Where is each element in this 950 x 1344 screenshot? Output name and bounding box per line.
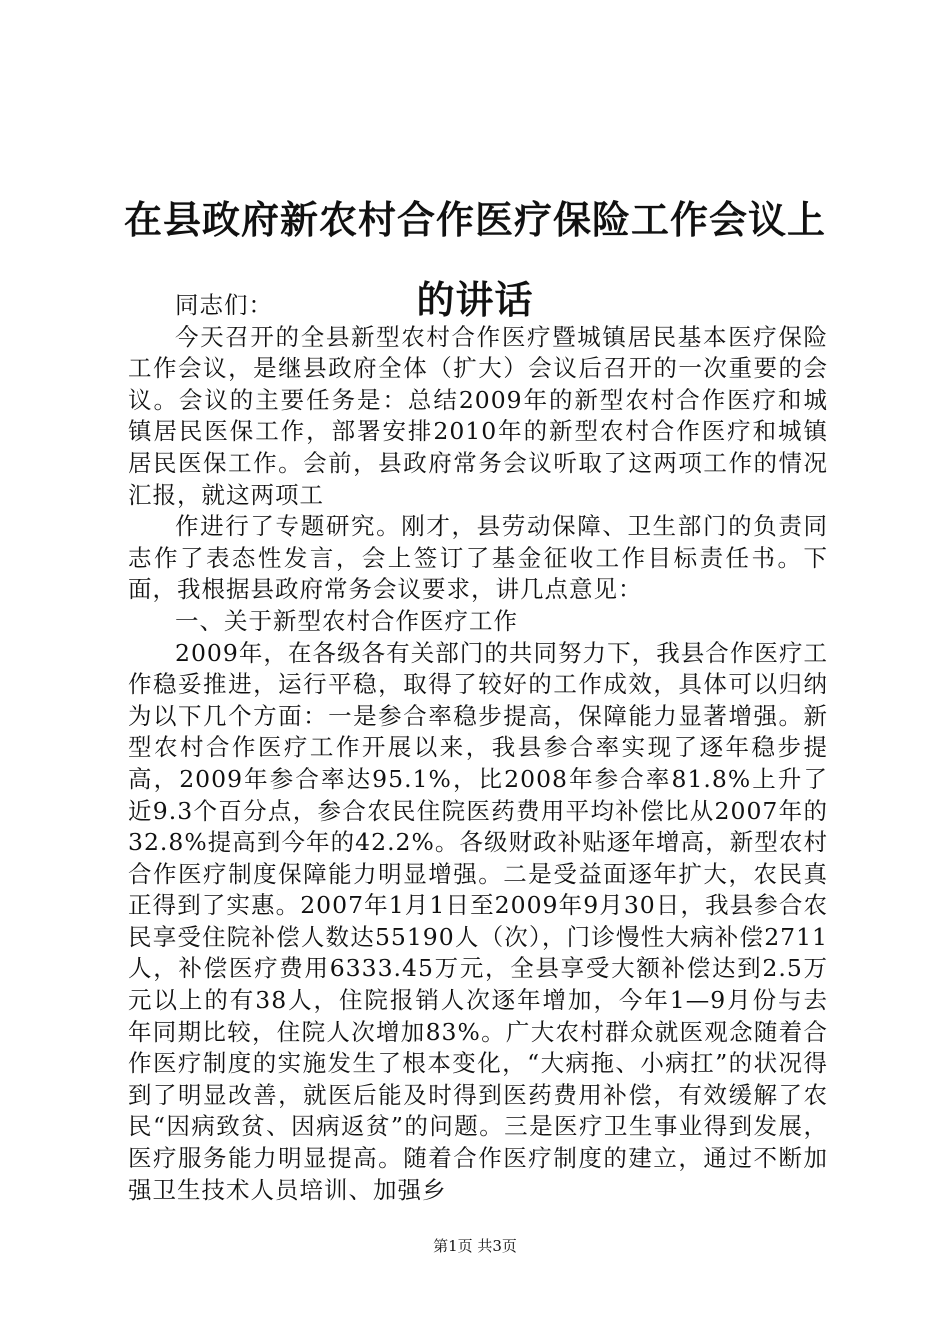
paragraph-continued: 作进行了专题研究。刚才，县劳动保障、卫生部门的负责同志作了表态性发言，会上签订了基金征收工作目标责任书。下面，我根据县政府常务会议要求，讲几点意见： [128, 512, 828, 604]
document-body [128, 290, 828, 1206]
paragraph-achievements: 2009年，在各级各有关部门的共同努力下，我县合作医疗工作稳妥推进，运行平稳，取得了较好的工作成效，具体可以归纳为以下几个方面：一是参合率稳步提高，保障能力显著增强。新型农村合作医疗工作开展以来，我县参合率实现了逐年稳步提高，2009年参合率达95.1%，比2008年参合率81.8%上升了近9.3个百分点，参合农民住院医药费用平均补偿比从2007年的32.8%提高到今年的42.2%。各级财政补贴逐年增高，新型农村合作医疗制度保障能力明显增强。二是受益面逐年扩大，农民真正得到了实惠。2007年1月1日至2009年9月30日，我县参合农民享受住院补偿人数达55190人（次），门诊慢性大病补偿2711人，补偿医疗费用6333.45万元，全县享受大额补偿达到2.5万元以上的有38人，住院报销人次逐年增加，今年1—9月份与去年同期比较，住院人次增加83%。广大农村群众就医观念随着合作医疗制度的实施发生了根本变化，“大病拖、小病扛”的状况得到了明显改善，就医后能及时得到医药费用补偿，有效缓解了农民“因病致贫、因病返贫”的问题。三是医疗卫生事业得到发展，医疗服务能力明显提高。随着合作医疗制度的建立，通过不断加强卫生技术人员培训、加强乡 [128, 638, 828, 1204]
paragraph-intro: 今天召开的全县新型农村合作医疗暨城镇居民基本医疗保险工作会议，是继县政府全体（扩大）会议后召开的一次重要的会议。会议的主要任务是：总结2009年的新型农村合作医疗和城镇居民医保工作，部署安排2010年的新型农村合作医疗和城镇居民医保工作。会前，县政府常务会议听取了这两项工作的情况汇报，就这两项工 [128, 322, 828, 509]
section-heading: 一、关于新型农村合作医疗工作 [175, 606, 518, 635]
paragraph-greeting: 同志们： [175, 291, 273, 319]
document-title: 在县政府新农村合作医疗保险工作会议上的讲话 [123, 198, 826, 322]
page-footer: 第1页 共3页 [433, 1237, 517, 1255]
